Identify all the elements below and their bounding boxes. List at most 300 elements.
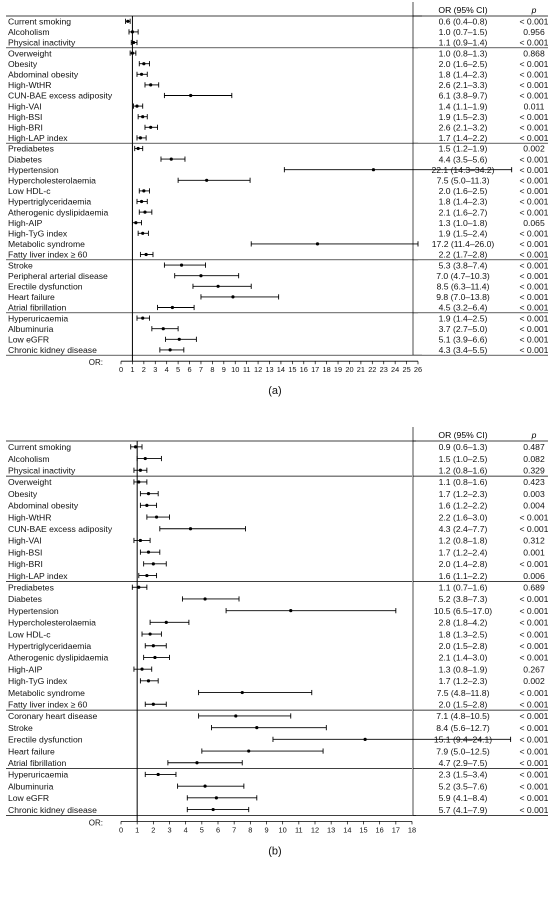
row-label: Prediabetes <box>8 143 54 154</box>
or-point <box>153 656 156 659</box>
or-ci-value: 2.0 (1.4–2.8) <box>438 559 488 570</box>
p-value: 0.002 <box>523 676 545 687</box>
or-ci-value: 1.7 (1.2–2.4) <box>438 547 488 558</box>
row-label: Hyperuricaemia <box>8 769 69 780</box>
row-label: High-BRI <box>8 559 43 570</box>
or-point <box>162 327 165 330</box>
row-label: Coronary heart disease <box>8 711 98 722</box>
or-point <box>147 551 150 554</box>
or-ci-value: 7.1 (4.8–10.5) <box>436 711 490 722</box>
or-point <box>126 20 129 23</box>
or-point <box>145 253 148 256</box>
row-label: Atrial fibrillation <box>8 757 67 768</box>
p-value: < 0.001 <box>519 711 549 722</box>
or-point <box>205 179 208 182</box>
or-ci-value: 1.8 (1.3–2.5) <box>438 629 488 640</box>
p-value: < 0.001 <box>519 722 549 733</box>
row-label: Erectile dysfunction <box>8 734 83 745</box>
or-ci-value: 1.2 (0.8–1.8) <box>438 535 488 546</box>
p-value: < 0.001 <box>519 111 549 122</box>
row-label: Diabetes <box>8 594 42 605</box>
p-value: < 0.001 <box>519 260 549 271</box>
or-point <box>134 221 137 224</box>
or-ci-value: 2.0 (1.5–2.8) <box>438 640 488 651</box>
or-ci-value: 8.5 (6.3–11.4) <box>436 281 490 292</box>
x-tick-label: 4 <box>183 825 188 835</box>
or-ci-value: 1.1 (0.9–1.4) <box>438 37 488 48</box>
or-point <box>316 242 319 245</box>
row-label: Prediabetes <box>8 582 54 593</box>
row-label: High-WtHR <box>8 80 52 91</box>
panel-label: (b) <box>268 845 282 858</box>
or-point <box>247 749 250 752</box>
row-label: Peripheral arterial disease <box>8 270 108 281</box>
p-value: < 0.001 <box>519 652 549 663</box>
or-point <box>140 200 143 203</box>
p-value: < 0.001 <box>519 687 549 698</box>
p-value: 0.082 <box>523 453 545 464</box>
p-value: < 0.001 <box>519 512 549 523</box>
or-ci-value: 8.4 (5.6–12.7) <box>436 722 490 733</box>
or-ci-value: 1.0 (0.7–1.5) <box>438 27 488 38</box>
or-ci-value: 4.3 (3.4–5.5) <box>438 345 488 356</box>
p-value: < 0.001 <box>519 640 549 651</box>
or-point <box>139 539 142 542</box>
p-value: < 0.001 <box>519 781 549 792</box>
x-tick-label: 7 <box>198 365 204 375</box>
or-ci-value: 0.6 (0.4–0.8) <box>438 16 488 27</box>
x-tick-label: 23 <box>379 365 388 375</box>
or-point <box>143 211 146 214</box>
p-value: < 0.001 <box>519 154 549 165</box>
or-ci-value: 2.2 (1.7–2.8) <box>438 249 488 260</box>
p-value: 0.329 <box>523 465 545 476</box>
x-tick-label: 25 <box>402 365 411 375</box>
or-point <box>180 264 183 267</box>
row-label: Physical inactivity <box>8 465 76 476</box>
or-ci-value: 5.1 (3.9–6.6) <box>438 334 488 345</box>
or-point <box>234 714 237 717</box>
p-value: < 0.001 <box>519 281 549 292</box>
x-tick-label: 26 <box>413 365 423 375</box>
or-point <box>137 147 140 150</box>
row-label: Metabolic syndrome <box>8 687 85 698</box>
row-label: Abdominal obesity <box>8 69 79 80</box>
or-ci-value: 0.9 (0.6–1.3) <box>438 442 488 453</box>
x-tick-label: 19 <box>333 365 343 375</box>
row-label: Erectile dysfunction <box>8 281 83 292</box>
x-tick-label: 3 <box>167 825 172 835</box>
row-label: Atherogenic dyslipidaemia <box>8 652 109 663</box>
or-ci-value: 1.3 (0.8–1.9) <box>438 664 488 675</box>
or-ci-value: 1.6 (1.1–2.2) <box>438 570 488 581</box>
or-ci-value: 1.8 (1.4–2.3) <box>438 69 488 80</box>
x-tick-label: 10 <box>278 825 287 835</box>
or-ci-value: 2.6 (2.1–3.3) <box>438 80 488 91</box>
row-label: Chronic kidney disease <box>8 345 97 356</box>
x-tick-label: 22 <box>368 365 377 375</box>
x-tick-label: 9 <box>221 365 226 375</box>
or-ci-value: 4.4 (3.5–5.6) <box>438 154 488 165</box>
or-ci-value: 5.3 (3.8–7.4) <box>438 260 488 271</box>
p-value: 0.956 <box>523 27 545 38</box>
or-ci-value: 10.5 (6.5–17.0) <box>433 605 493 616</box>
row-label: High-AIP <box>8 217 43 228</box>
or-point <box>170 158 173 161</box>
x-tick-label: 6 <box>215 825 221 835</box>
or-point <box>140 668 143 671</box>
row-label: Hyperuricaemia <box>8 313 69 324</box>
or-point <box>141 115 144 118</box>
or-ci-value: 1.9 (1.5–2.4) <box>438 228 488 239</box>
or-point <box>147 679 150 682</box>
or-point <box>149 126 152 129</box>
panel-b <box>6 427 549 857</box>
p-value: < 0.001 <box>519 270 549 281</box>
p-value: < 0.001 <box>519 334 549 345</box>
or-point <box>178 338 181 341</box>
axis-prefix: OR: <box>88 818 103 828</box>
x-tick-label: 20 <box>345 365 354 375</box>
p-value: < 0.001 <box>519 605 549 616</box>
or-ci-value: 7.5 (5.0–11.3) <box>436 175 490 186</box>
row-label: Atrial fibrillation <box>8 302 67 313</box>
p-value: 0.267 <box>523 664 545 675</box>
or-ci-value: 1.3 (1.0–1.8) <box>438 217 488 228</box>
row-label: Current smoking <box>8 16 72 27</box>
or-point <box>141 232 144 235</box>
or-ci-value: 2.2 (1.6–3.0) <box>438 512 488 523</box>
p-value: < 0.001 <box>519 746 549 757</box>
p-value: 0.423 <box>523 477 545 488</box>
row-label: High-AIP <box>8 664 43 675</box>
row-label: High-VAI <box>8 535 42 546</box>
or-point <box>199 274 202 277</box>
or-ci-value: 1.7 (1.4–2.2) <box>438 133 488 144</box>
row-label: Metabolic syndrome <box>8 239 85 250</box>
x-tick-label: 4 <box>164 365 169 375</box>
or-ci-value: 2.8 (1.8–4.2) <box>438 617 488 628</box>
or-ci-value: 15.1 (9.4–24.1) <box>433 734 493 745</box>
or-ci-value: 5.7 (4.1–7.9) <box>438 804 488 815</box>
or-point <box>145 574 148 577</box>
x-tick-label: 24 <box>391 365 400 375</box>
p-value: < 0.001 <box>519 594 549 605</box>
row-label: Low eGFR <box>8 334 50 345</box>
p-value: < 0.001 <box>519 699 549 710</box>
or-column-header: OR (95% CI) <box>438 5 488 15</box>
or-ci-value: 5.2 (3.8–7.3) <box>438 594 488 605</box>
row-label: Albuminuria <box>8 323 54 334</box>
x-tick-label: 18 <box>322 365 331 375</box>
or-ci-value: 2.0 (1.6–2.5) <box>438 58 488 69</box>
p-value: 0.487 <box>523 442 545 453</box>
row-label: Hypercholesterolaemia <box>8 617 96 628</box>
or-ci-value: 4.5 (3.2–6.4) <box>438 302 488 313</box>
or-point <box>289 609 292 612</box>
p-value: < 0.001 <box>519 90 549 101</box>
or-ci-value: 9.8 (7.0–13.8) <box>436 292 490 303</box>
p-value: 0.689 <box>523 582 545 593</box>
x-tick-label: 13 <box>265 365 274 375</box>
x-tick-label: 21 <box>356 365 366 375</box>
p-value: < 0.001 <box>519 58 549 69</box>
or-ci-value: 1.5 (1.0–2.5) <box>438 453 488 464</box>
or-column-header: OR (95% CI) <box>438 430 488 440</box>
p-value: < 0.001 <box>519 249 549 260</box>
row-label: Overweight <box>8 477 52 488</box>
or-point <box>169 348 172 351</box>
or-point <box>152 562 155 565</box>
p-value: 0.011 <box>523 101 545 112</box>
row-label: CUN-BAE excess adiposity <box>8 523 113 534</box>
row-label: Obesity <box>8 488 38 499</box>
panel-label: (a) <box>268 385 282 398</box>
p-value: < 0.001 <box>519 617 549 628</box>
or-point <box>141 317 144 320</box>
or-ci-value: 1.0 (0.8–1.3) <box>438 48 488 59</box>
or-ci-value: 1.1 (0.7–1.6) <box>438 582 488 593</box>
row-label: Low HDL-c <box>8 186 51 197</box>
or-point <box>203 597 206 600</box>
p-value: 0.001 <box>523 547 545 558</box>
or-point <box>152 644 155 647</box>
p-column-header: p <box>531 5 537 15</box>
or-ci-value: 17.2 (11.4–26.0) <box>431 239 495 250</box>
row-label: Hypertension <box>8 164 59 175</box>
or-point <box>152 703 155 706</box>
row-label: Obesity <box>8 58 38 69</box>
x-tick-label: 2 <box>151 825 156 835</box>
or-ci-value: 1.7 (1.2–2.3) <box>438 676 488 687</box>
or-point <box>142 62 145 65</box>
or-ci-value: 1.2 (0.8–1.6) <box>438 465 488 476</box>
or-point <box>215 796 218 799</box>
row-label: Low eGFR <box>8 793 50 804</box>
x-tick-label: 0 <box>118 365 124 375</box>
row-label: High-LAP index <box>8 570 68 581</box>
row-label: Hypertriglyceridaemia <box>8 640 92 651</box>
or-point <box>144 457 147 460</box>
or-ci-value: 22.1 (14.3–34.2) <box>431 164 495 175</box>
x-tick-label: 18 <box>407 825 417 835</box>
row-label: High-BSI <box>8 547 43 558</box>
p-value: < 0.001 <box>519 345 549 356</box>
p-value: < 0.001 <box>519 302 549 313</box>
p-column-header: p <box>531 430 537 440</box>
or-point <box>165 621 168 624</box>
or-ci-value: 2.0 (1.6–2.5) <box>438 186 488 197</box>
x-tick-label: 5 <box>199 825 204 835</box>
p-value: < 0.001 <box>519 292 549 303</box>
p-value: 0.006 <box>523 570 545 581</box>
or-ci-value: 2.3 (1.5–3.4) <box>438 769 488 780</box>
row-label: Alcoholism <box>8 27 50 38</box>
or-point <box>241 691 244 694</box>
p-value: < 0.001 <box>519 734 549 745</box>
p-value: < 0.001 <box>519 164 549 175</box>
x-tick-label: 15 <box>288 365 297 375</box>
x-tick-label: 10 <box>231 365 240 375</box>
p-value: < 0.001 <box>519 175 549 186</box>
row-label: Fatty liver index ≥ 60 <box>8 699 88 710</box>
row-label: CUN-BAE excess adiposity <box>8 90 113 101</box>
or-point <box>145 504 148 507</box>
p-value: < 0.001 <box>519 80 549 91</box>
panel-a <box>6 2 549 397</box>
or-ci-value: 1.4 (1.1–1.9) <box>438 101 488 112</box>
x-tick-label: 2 <box>141 365 146 375</box>
x-tick-label: 8 <box>210 365 215 375</box>
p-value: < 0.001 <box>519 313 549 324</box>
x-tick-label: 5 <box>176 365 181 375</box>
or-point <box>139 469 142 472</box>
or-ci-value: 1.1 (0.8–1.6) <box>438 477 488 488</box>
row-label: High-TyG index <box>8 676 68 687</box>
x-tick-label: 16 <box>375 825 384 835</box>
or-point <box>155 515 158 518</box>
row-label: Heart failure <box>8 292 55 303</box>
row-label: Stroke <box>8 260 33 271</box>
p-value: < 0.001 <box>519 228 549 239</box>
x-tick-label: 9 <box>264 825 269 835</box>
row-label: Stroke <box>8 722 33 733</box>
p-value: 0.002 <box>523 143 545 154</box>
p-value: < 0.001 <box>519 629 549 640</box>
p-value: < 0.001 <box>519 16 549 27</box>
x-tick-label: 13 <box>327 825 336 835</box>
row-label: Albuminuria <box>8 781 54 792</box>
x-tick-label: 17 <box>391 825 400 835</box>
row-label: Hypercholesterolaemia <box>8 175 96 186</box>
row-label: Chronic kidney disease <box>8 804 97 815</box>
row-label: Alcoholism <box>8 453 50 464</box>
p-value: 0.312 <box>523 535 545 546</box>
or-ci-value: 4.7 (2.9–7.5) <box>438 757 488 768</box>
or-point <box>255 726 258 729</box>
x-tick-label: 1 <box>135 825 140 835</box>
or-point <box>212 808 215 811</box>
or-ci-value: 1.6 (1.2–2.2) <box>438 500 488 511</box>
row-label: High-BRI <box>8 122 43 133</box>
row-label: High-BSI <box>8 111 43 122</box>
or-point <box>140 73 143 76</box>
x-tick-label: 0 <box>118 825 124 835</box>
p-value: 0.065 <box>523 217 545 228</box>
or-ci-value: 4.3 (2.4–7.7) <box>438 523 488 534</box>
or-point <box>189 94 192 97</box>
p-value: < 0.001 <box>519 239 549 250</box>
p-value: < 0.001 <box>519 186 549 197</box>
p-value: < 0.001 <box>519 196 549 207</box>
p-value: < 0.001 <box>519 804 549 815</box>
or-point <box>171 306 174 309</box>
row-label: High-VAI <box>8 101 42 112</box>
or-point <box>216 285 219 288</box>
p-value: 0.868 <box>523 48 545 59</box>
p-value: 0.003 <box>523 488 545 499</box>
row-label: Abdominal obesity <box>8 500 79 511</box>
or-ci-value: 1.5 (1.2–1.9) <box>438 143 488 154</box>
or-ci-value: 2.1 (1.4–3.0) <box>438 652 488 663</box>
x-tick-label: 14 <box>276 365 286 375</box>
p-value: < 0.001 <box>519 69 549 80</box>
or-point <box>157 773 160 776</box>
or-point <box>189 527 192 530</box>
x-tick-label: 17 <box>311 365 320 375</box>
p-value: < 0.001 <box>519 793 549 804</box>
p-value: < 0.001 <box>519 523 549 534</box>
p-value: < 0.001 <box>519 37 549 48</box>
x-tick-label: 12 <box>253 365 263 375</box>
row-label: Hypertriglyceridaemia <box>8 196 92 207</box>
or-ci-value: 6.1 (3.8–9.7) <box>438 90 488 101</box>
or-ci-value: 5.2 (3.5–7.6) <box>438 781 488 792</box>
row-label: Current smoking <box>8 442 72 453</box>
or-point <box>147 492 150 495</box>
or-ci-value: 7.5 (4.8–11.8) <box>436 687 490 698</box>
row-label: High-LAP index <box>8 133 68 144</box>
or-ci-value: 2.1 (1.6–2.7) <box>438 207 488 218</box>
axis-prefix: OR: <box>88 358 103 368</box>
or-point <box>231 295 234 298</box>
row-label: High-WtHR <box>8 512 52 523</box>
or-ci-value: 1.9 (1.4–2.5) <box>438 313 488 324</box>
or-point <box>364 738 367 741</box>
x-tick-label: 3 <box>153 365 158 375</box>
row-label: Overweight <box>8 48 52 59</box>
x-tick-label: 14 <box>343 825 352 835</box>
or-ci-value: 2.6 (2.1–3.2) <box>438 122 488 133</box>
x-tick-label: 1 <box>130 365 135 375</box>
p-value: < 0.001 <box>519 133 549 144</box>
row-label: Atherogenic dyslipidaemia <box>8 207 109 218</box>
or-point <box>142 189 145 192</box>
p-value: < 0.001 <box>519 122 549 133</box>
or-ci-value: 3.7 (2.7–5.0) <box>438 323 488 334</box>
or-point <box>149 632 152 635</box>
or-ci-value: 1.9 (1.5–2.3) <box>438 111 488 122</box>
row-label: Diabetes <box>8 154 42 165</box>
row-label: Physical inactivity <box>8 37 76 48</box>
p-value: < 0.001 <box>519 207 549 218</box>
row-label: Heart failure <box>8 746 55 757</box>
x-tick-label: 11 <box>242 365 251 375</box>
or-ci-value: 7.0 (4.7–10.3) <box>436 270 490 281</box>
or-point <box>372 168 375 171</box>
x-tick-label: 12 <box>310 825 320 835</box>
or-ci-value: 5.9 (4.1–8.4) <box>438 793 488 804</box>
p-value: 0.004 <box>523 500 545 511</box>
p-value: < 0.001 <box>519 559 549 570</box>
row-label: Fatty liver index ≥ 60 <box>8 249 88 260</box>
or-point <box>139 136 142 139</box>
x-tick-label: 6 <box>187 365 192 375</box>
row-label: Hypertension <box>8 605 59 616</box>
or-point <box>135 105 138 108</box>
or-point <box>149 83 152 86</box>
row-label: High-TyG index <box>8 228 68 239</box>
or-ci-value: 1.8 (1.4–2.3) <box>438 196 488 207</box>
or-ci-value: 7.9 (5.0–12.5) <box>436 746 490 757</box>
x-tick-label: 8 <box>248 825 253 835</box>
or-ci-value: 2.0 (1.5–2.8) <box>438 699 488 710</box>
x-tick-label: 7 <box>232 825 237 835</box>
x-tick-label: 15 <box>359 825 368 835</box>
x-tick-label: 11 <box>294 825 303 835</box>
or-point <box>195 761 198 764</box>
x-tick-label: 16 <box>299 365 308 375</box>
